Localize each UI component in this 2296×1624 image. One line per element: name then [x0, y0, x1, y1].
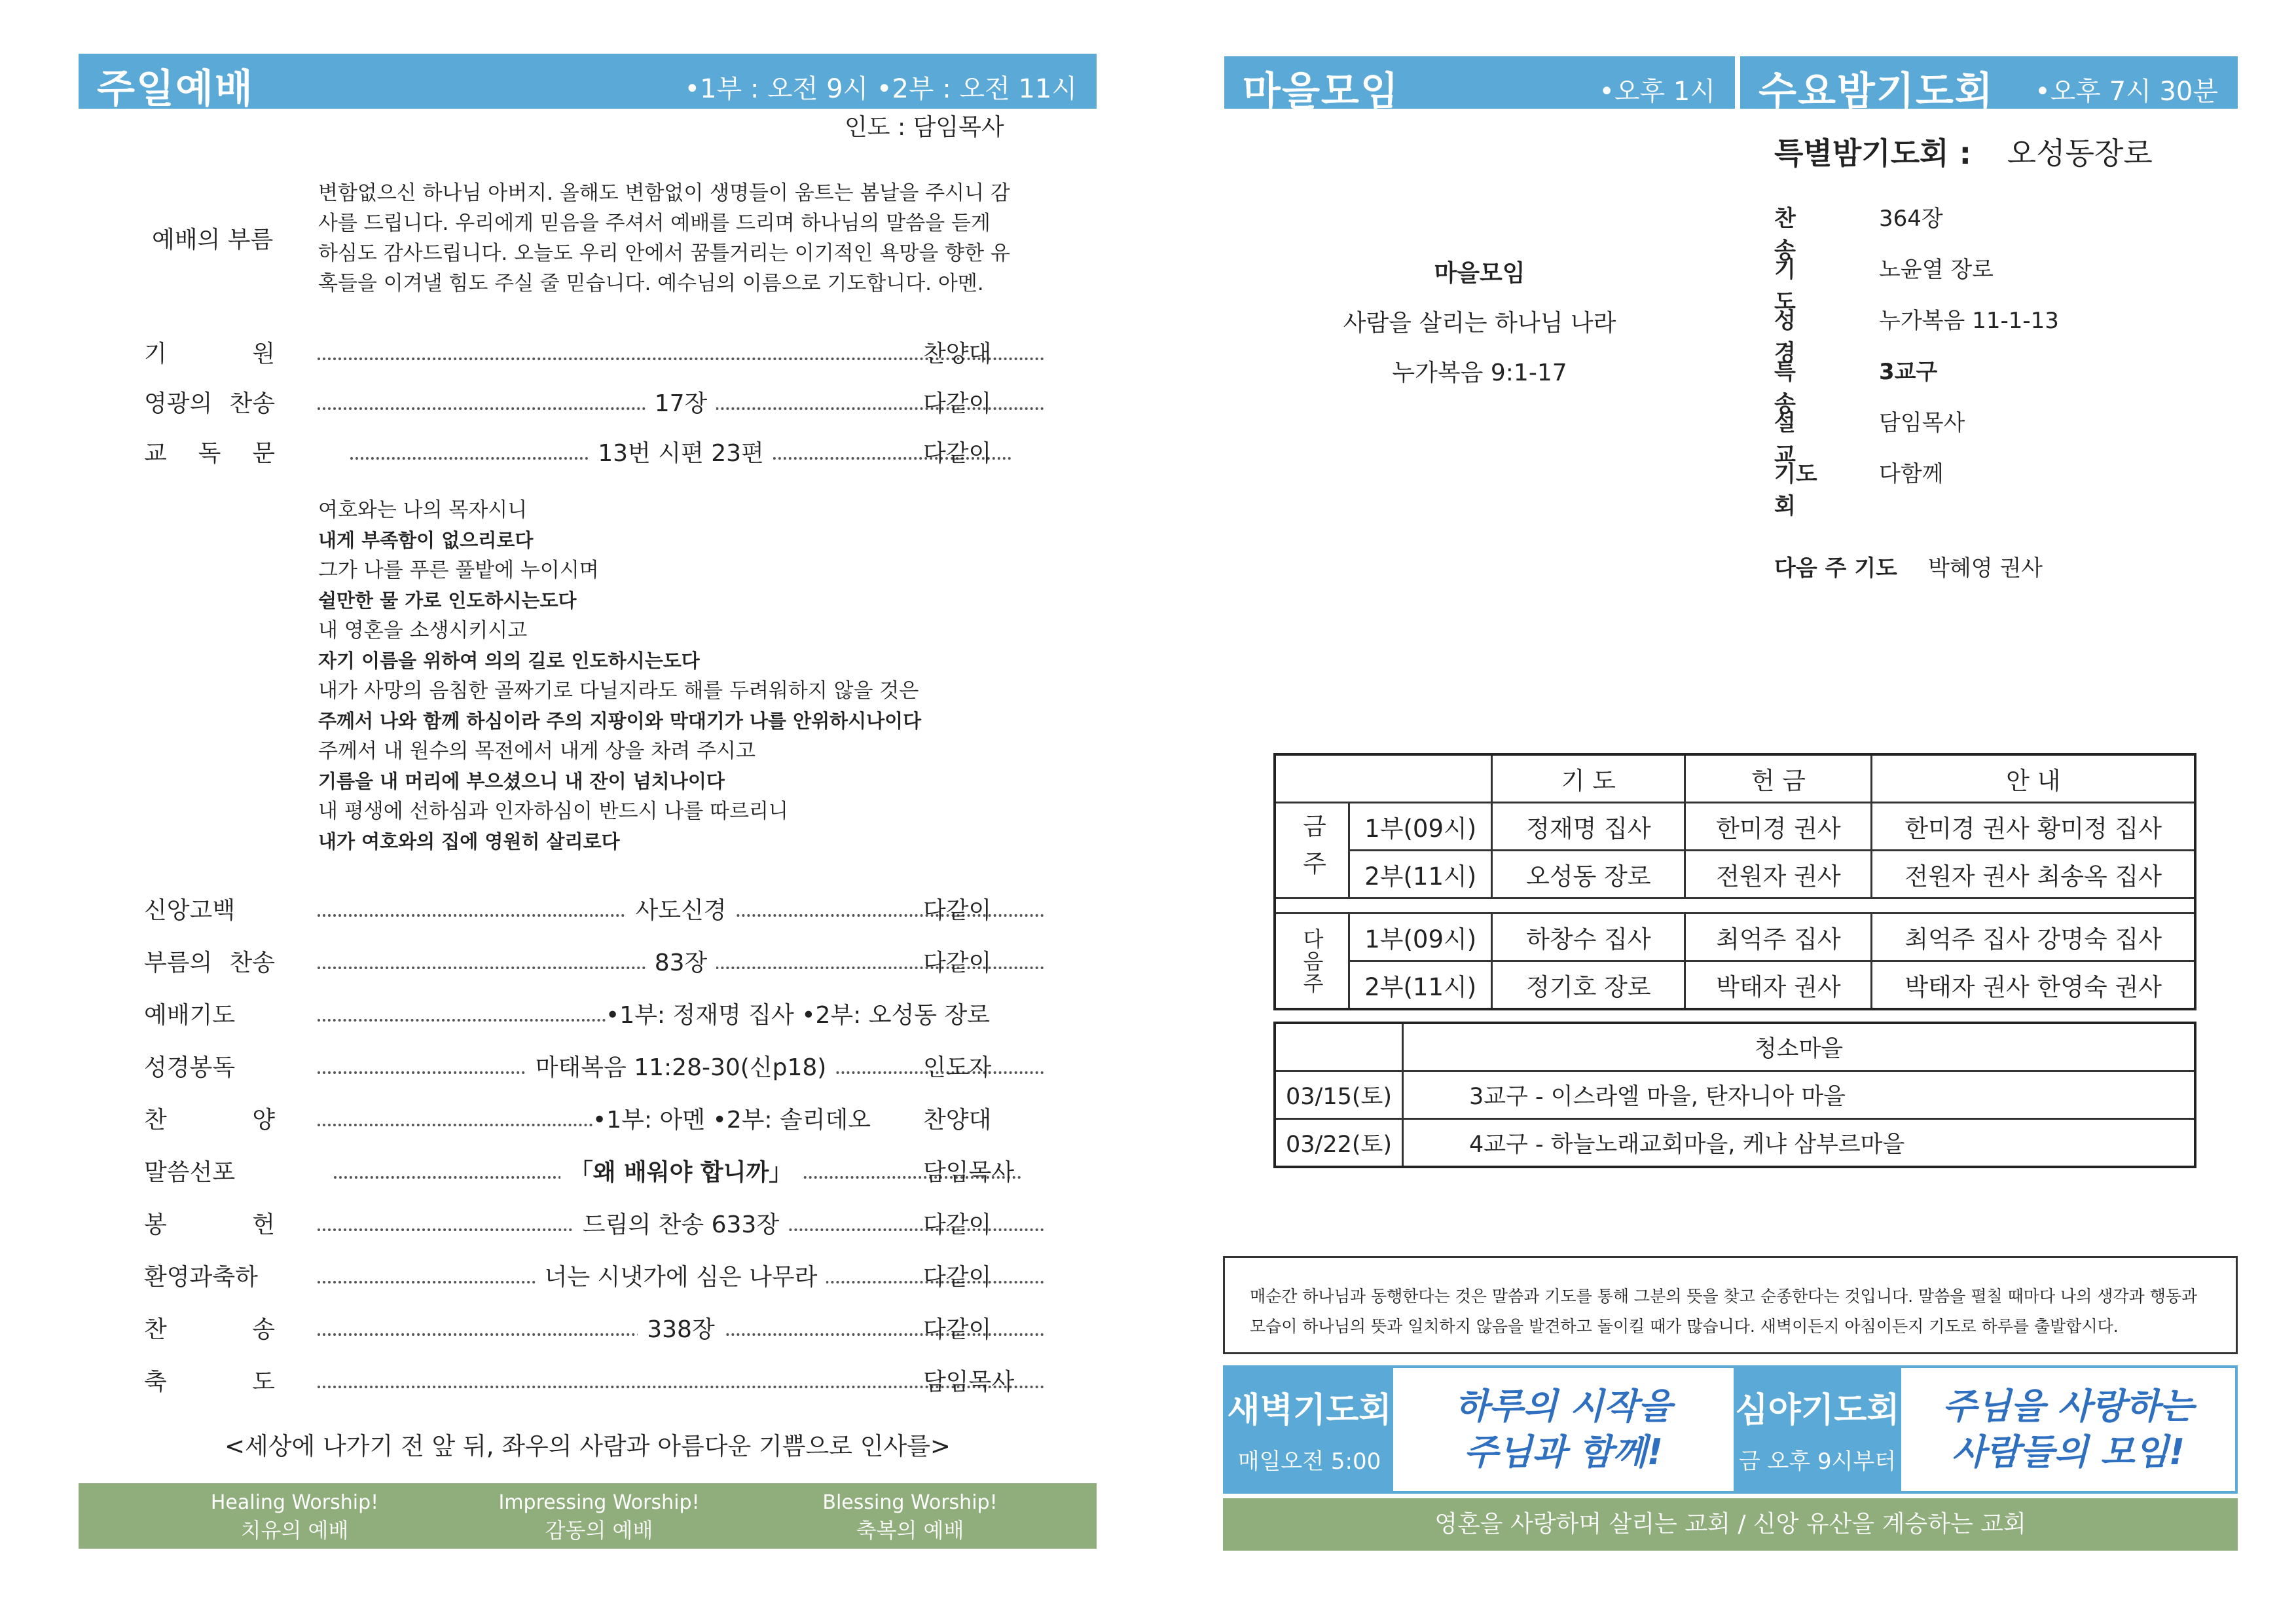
greeting-text: <세상에 나가기 전 앞 뒤, 좌우의 사람과 아름다운 기쁨으로 인사를>: [225, 1432, 951, 1460]
order-content: 338장: [318, 1311, 1044, 1344]
night-prayer-title: 심야기도회: [1735, 1391, 1900, 1430]
order-label: 예배기도: [144, 1002, 236, 1029]
prayer-cell: 정재명 집사: [1492, 803, 1685, 851]
order-label: 기 원: [144, 341, 275, 367]
wed-item-label: 특 송: [1774, 359, 1796, 417]
night-prayer-time: 금 오후 9시부터: [1738, 1449, 1897, 1475]
order-label: 찬 송: [144, 1316, 275, 1343]
wed-item-value: 담임목사: [1879, 410, 1965, 436]
order-item-responsive-reading: [144, 435, 1028, 474]
wed-item-value: 3교구: [1879, 359, 1938, 385]
wed-item-label: 설 교: [1774, 410, 1796, 468]
cleaning-desc: 4교구 - 하늘노래교회마을, 케냐 삼부르마을: [1403, 1119, 2196, 1168]
wednesday-prayer-time: •오후 7시 30분: [2035, 77, 2218, 107]
special-prayer-label: 특별밤기도회 :: [1774, 136, 1972, 171]
order-content: •1부: 아멘 •2부: 솔리데오: [592, 1107, 871, 1134]
special-prayer-line: [1774, 130, 2153, 173]
church-motto: 영혼을 사랑하며 살리는 교회 / 신앙 유산을 계승하는 교회: [1434, 1511, 2026, 1538]
header-offering: 헌 금: [1685, 754, 1872, 803]
village-meeting-header: [1224, 56, 1735, 115]
night-slogan-line: 사람들의 모임!: [1951, 1431, 2185, 1473]
call-line: 변함없으신 하나님 아버지. 올해도 변함없이 생명들이 움트는 봄날을 주시니 감: [318, 181, 1010, 205]
footer-healing: [177, 1491, 412, 1544]
order-label: 성경봉독: [144, 1054, 236, 1081]
order-item-offering: [144, 1206, 1028, 1246]
offering-cell: 한미경 권사: [1685, 803, 1872, 851]
night-slogan: [1901, 1368, 2235, 1491]
next-prayer-label: 다음 주 기도: [1774, 555, 1897, 581]
table-row: [1275, 851, 2195, 898]
footer-en: Blessing Worship!: [822, 1491, 998, 1514]
usher-cell: 전원자 권사 최송옥 집사: [1872, 851, 2195, 898]
order-performer: 다같이: [923, 390, 992, 417]
psalm-line: 쉴만한 물 가로 인도하시는도다: [318, 589, 577, 612]
village-meeting-info: [1283, 249, 1676, 398]
village-meeting-time: •오후 1시: [1599, 77, 1715, 107]
cleaning-table: [1273, 1022, 2196, 1168]
footer-ko: 치유의 예배: [240, 1518, 349, 1543]
order-content: 사도신경: [318, 892, 1044, 925]
dawn-prayer-time: 매일오전 5:00: [1237, 1449, 1381, 1475]
wednesday-prayer-header: [1740, 56, 2238, 115]
spacer-cell: [1275, 898, 2195, 913]
service-cell: 2부(11시): [1349, 851, 1492, 898]
order-label: 부름의 찬송: [144, 950, 275, 976]
dawn-slogan-line: 하루의 시작을: [1455, 1386, 1672, 1427]
psalm-line: 내 평생에 선하심과 인자하심이 반드시 나를 따르리니: [318, 800, 788, 823]
order-content: 13번 시편 23편: [318, 435, 1044, 468]
order-item-prayer: [144, 997, 1028, 1036]
order-item-calling-hymn: [144, 944, 1028, 984]
psalm-line: 주께서 나와 함께 하심이라 주의 지팡이와 막대기가 나를 안위하시나이다: [318, 710, 922, 732]
notice-line: 모습이 하나님의 뜻과 일치하지 않음을 발견하고 돌이킬 때가 많습니다. 새벽이든지 아침이든지 기도로 하루를 출발합시다.: [1250, 1317, 2119, 1336]
cleaning-desc: 3교구 - 이스라엘 마을, 탄자니아 마을: [1403, 1071, 2196, 1119]
footer-impressing: [468, 1491, 730, 1544]
duty-table: [1273, 753, 2196, 1010]
footer-ko: 감동의 예배: [545, 1518, 653, 1543]
order-performer: 다같이: [923, 897, 992, 924]
duty-table-header: [1275, 754, 2195, 803]
header-usher: 안 내: [1872, 754, 2195, 803]
order-content: 너는 시냇가에 심은 나무라: [318, 1259, 1044, 1292]
wed-item-value: 노윤열 장로: [1879, 257, 1994, 283]
order-label: 말씀선포: [144, 1159, 236, 1186]
wed-item-value: 다함께: [1879, 461, 1944, 487]
order-performer: 담임목사: [923, 1369, 1015, 1395]
group-this-week: 금주: [1275, 803, 1349, 898]
notice-box: [1223, 1256, 2238, 1354]
prayer-cell: 오성동 장로: [1492, 851, 1685, 898]
psalm-line: 내가 여호와의 집에 영원히 살리로다: [318, 830, 620, 853]
wed-item-value: 364장: [1879, 206, 1943, 232]
cleaning-date: 03/15(토): [1275, 1071, 1403, 1119]
prayer-banner: [1223, 1365, 2238, 1494]
service-cell: 1부(09시): [1349, 913, 1492, 961]
sunday-service-header: [79, 54, 1097, 112]
psalm-line: 내게 부족함이 없으리로다: [318, 529, 534, 551]
psalm-line: 자기 이름을 위하여 의의 길로 인도하시는도다: [318, 650, 700, 672]
sunday-service-title: 주일예배: [97, 66, 254, 112]
psalm-line: 기름을 내 머리에 부으셨으니 내 잔이 넘치나이다: [318, 770, 725, 792]
order-performer: 찬양대: [923, 1107, 992, 1134]
order-content: 17장: [318, 385, 1044, 418]
next-prayer-value: 박혜영 권사: [1928, 555, 2043, 581]
service-cell: 1부(09시): [1349, 803, 1492, 851]
group-next-week: 다음주: [1275, 913, 1349, 1010]
order-content: •1부: 정재명 집사 •2부: 오성동 장로: [606, 1002, 991, 1029]
psalm-line: 그가 나를 푸른 풀밭에 누이시며: [318, 559, 599, 582]
wed-item-label: 기도회: [1774, 461, 1817, 519]
table-row: [1275, 1119, 2195, 1168]
table-row: [1275, 803, 2195, 851]
cleaning-header-row: [1275, 1023, 2195, 1071]
village-meeting-subtitle: 마을모임: [1434, 260, 1525, 287]
order-item-benediction: [144, 1363, 1028, 1403]
table-row: [1275, 913, 2195, 961]
service-cell: 2부(11시): [1349, 961, 1492, 1010]
dawn-slogan: [1393, 1368, 1734, 1491]
offering-cell: 박태자 권사: [1685, 961, 1872, 1010]
header-blank: [1275, 754, 1492, 803]
prayer-cell: 정기호 장로: [1492, 961, 1685, 1010]
wed-item-value: 누가복음 11-1-13: [1879, 308, 2059, 334]
order-label: 축 도: [144, 1369, 275, 1395]
order-content: 드림의 찬송 633장: [318, 1206, 1044, 1240]
order-label: 봉 헌: [144, 1211, 275, 1238]
order-performer: 다같이: [923, 1316, 992, 1343]
order-item-invocation: [144, 335, 1028, 375]
notice-line: 매순간 하나님과 동행한다는 것은 말씀과 기도를 통해 그분의 뜻을 찾고 순종한다는 것입니다. 말씀을 펼칠 때마다 나의 생각과 행동과: [1250, 1287, 2198, 1306]
order-label: 환영과축하: [144, 1264, 258, 1291]
right-footer-bar: [1223, 1498, 2238, 1551]
village-meeting-topic: 사람을 살리는 하나님 나라: [1343, 310, 1616, 337]
order-item-sermon: [144, 1154, 1028, 1193]
order-performer: 담임목사: [923, 1159, 1015, 1186]
prayer-cell: 하창수 집사: [1492, 913, 1685, 961]
psalm-line: 주께서 내 원수의 목전에서 내게 상을 차려 주시고: [318, 739, 756, 763]
footer-ko: 축복의 예배: [856, 1518, 964, 1543]
call-line: 사를 드립니다. 우리에게 믿음을 주셔서 예배를 드리며 하나님의 말씀을 듣게: [318, 212, 991, 235]
night-prayer-box: [1734, 1368, 1901, 1491]
dawn-prayer-box: [1226, 1368, 1393, 1491]
dawn-slogan-line: 주님과 함께!: [1463, 1431, 1664, 1473]
wednesday-prayer-title: 수요밤기도회: [1758, 69, 1994, 115]
offering-cell: 최억주 집사: [1685, 913, 1872, 961]
service-times: •1부 : 오전 9시 •2부 : 오전 11시: [684, 74, 1077, 104]
psalm-line: 내 영혼을 소생시키시고: [318, 619, 528, 642]
order-item-closing-hymn: [144, 1311, 1028, 1350]
order-performer: 다같이: [923, 1211, 992, 1238]
village-meeting-scripture: 누가복음 9:1-17: [1392, 360, 1567, 386]
footer-blessing: [786, 1491, 1034, 1544]
order-item-welcome: [144, 1259, 1028, 1298]
order-item-scripture: [144, 1049, 1028, 1088]
psalm-23-text: [318, 495, 921, 857]
header-prayer: 기 도: [1492, 754, 1685, 803]
order-performer: 인도자: [923, 1054, 992, 1081]
table-spacer: [1275, 898, 2195, 913]
call-to-worship-text: [318, 178, 1058, 299]
header-blank: [1275, 1023, 1403, 1071]
wed-item-label: 기 도: [1774, 257, 1796, 315]
order-item-glory-hymn: [144, 385, 1028, 424]
order-item-praise: [144, 1101, 1028, 1141]
order-performer: 다같이: [923, 440, 992, 467]
psalm-line: 내가 사망의 음침한 골짜기로 다닐지라도 해를 두려워하지 않을 것은: [318, 679, 919, 703]
psalm-line: 여호와는 나의 목자시니: [318, 498, 528, 522]
usher-cell: 최억주 집사 강명숙 집사: [1872, 913, 2195, 961]
order-label: 영광의 찬송: [144, 390, 275, 417]
leader-dots: [318, 1019, 606, 1022]
wed-item-label: 찬 송: [1774, 206, 1796, 264]
call-line: 하심도 감사드립니다. 오늘도 우리 안에서 꿈틀거리는 이기적인 욕망을 향한 유: [318, 242, 1010, 265]
order-performer: 찬양대: [923, 341, 992, 367]
order-performer: 다같이: [923, 950, 992, 976]
footer-en: Healing Worship!: [210, 1491, 379, 1514]
call-line: 혹들을 이겨낼 힘도 주실 줄 믿습니다. 예수님의 이름으로 기도합니다. 아멘.: [318, 272, 984, 295]
usher-cell: 한미경 권사 황미정 집사: [1872, 803, 2195, 851]
call-to-worship-label: 예배의 부름: [152, 227, 274, 253]
offering-cell: 전원자 권사: [1685, 851, 1872, 898]
night-slogan-line: 주님을 사랑하는: [1942, 1386, 2194, 1427]
table-row: [1275, 1071, 2195, 1119]
cleaning-date: 03/22(토): [1275, 1119, 1403, 1168]
wed-item-label: 성 경: [1774, 308, 1796, 366]
order-label: 찬 양: [144, 1107, 275, 1134]
sermon-title: 「왜 배워야 합니까」: [318, 1154, 1044, 1187]
table-row: [1275, 961, 2195, 1010]
footer-en: Impressing Worship!: [498, 1491, 700, 1514]
order-label: 교 독 문: [144, 440, 275, 467]
village-meeting-title: 마을모임: [1243, 69, 1400, 115]
dawn-prayer-title: 새벽기도회: [1227, 1391, 1392, 1430]
order-performer: 다같이: [923, 1264, 992, 1291]
usher-cell: 박태자 권사 한영숙 권사: [1872, 961, 2195, 1010]
cleaning-header: 청소마을: [1403, 1023, 2196, 1071]
order-item-creed: [144, 892, 1028, 931]
leader-label: 인도 : 담임목사: [845, 114, 1004, 141]
leader-dots: [318, 1124, 592, 1126]
order-content: 마태복음 11:28-30(신p18): [318, 1049, 1044, 1082]
order-content: 83장: [318, 944, 1044, 978]
special-prayer-leader: 오성동장로: [2007, 136, 2153, 171]
order-label: 신앙고백: [144, 897, 236, 924]
left-footer-bar: [79, 1483, 1097, 1549]
